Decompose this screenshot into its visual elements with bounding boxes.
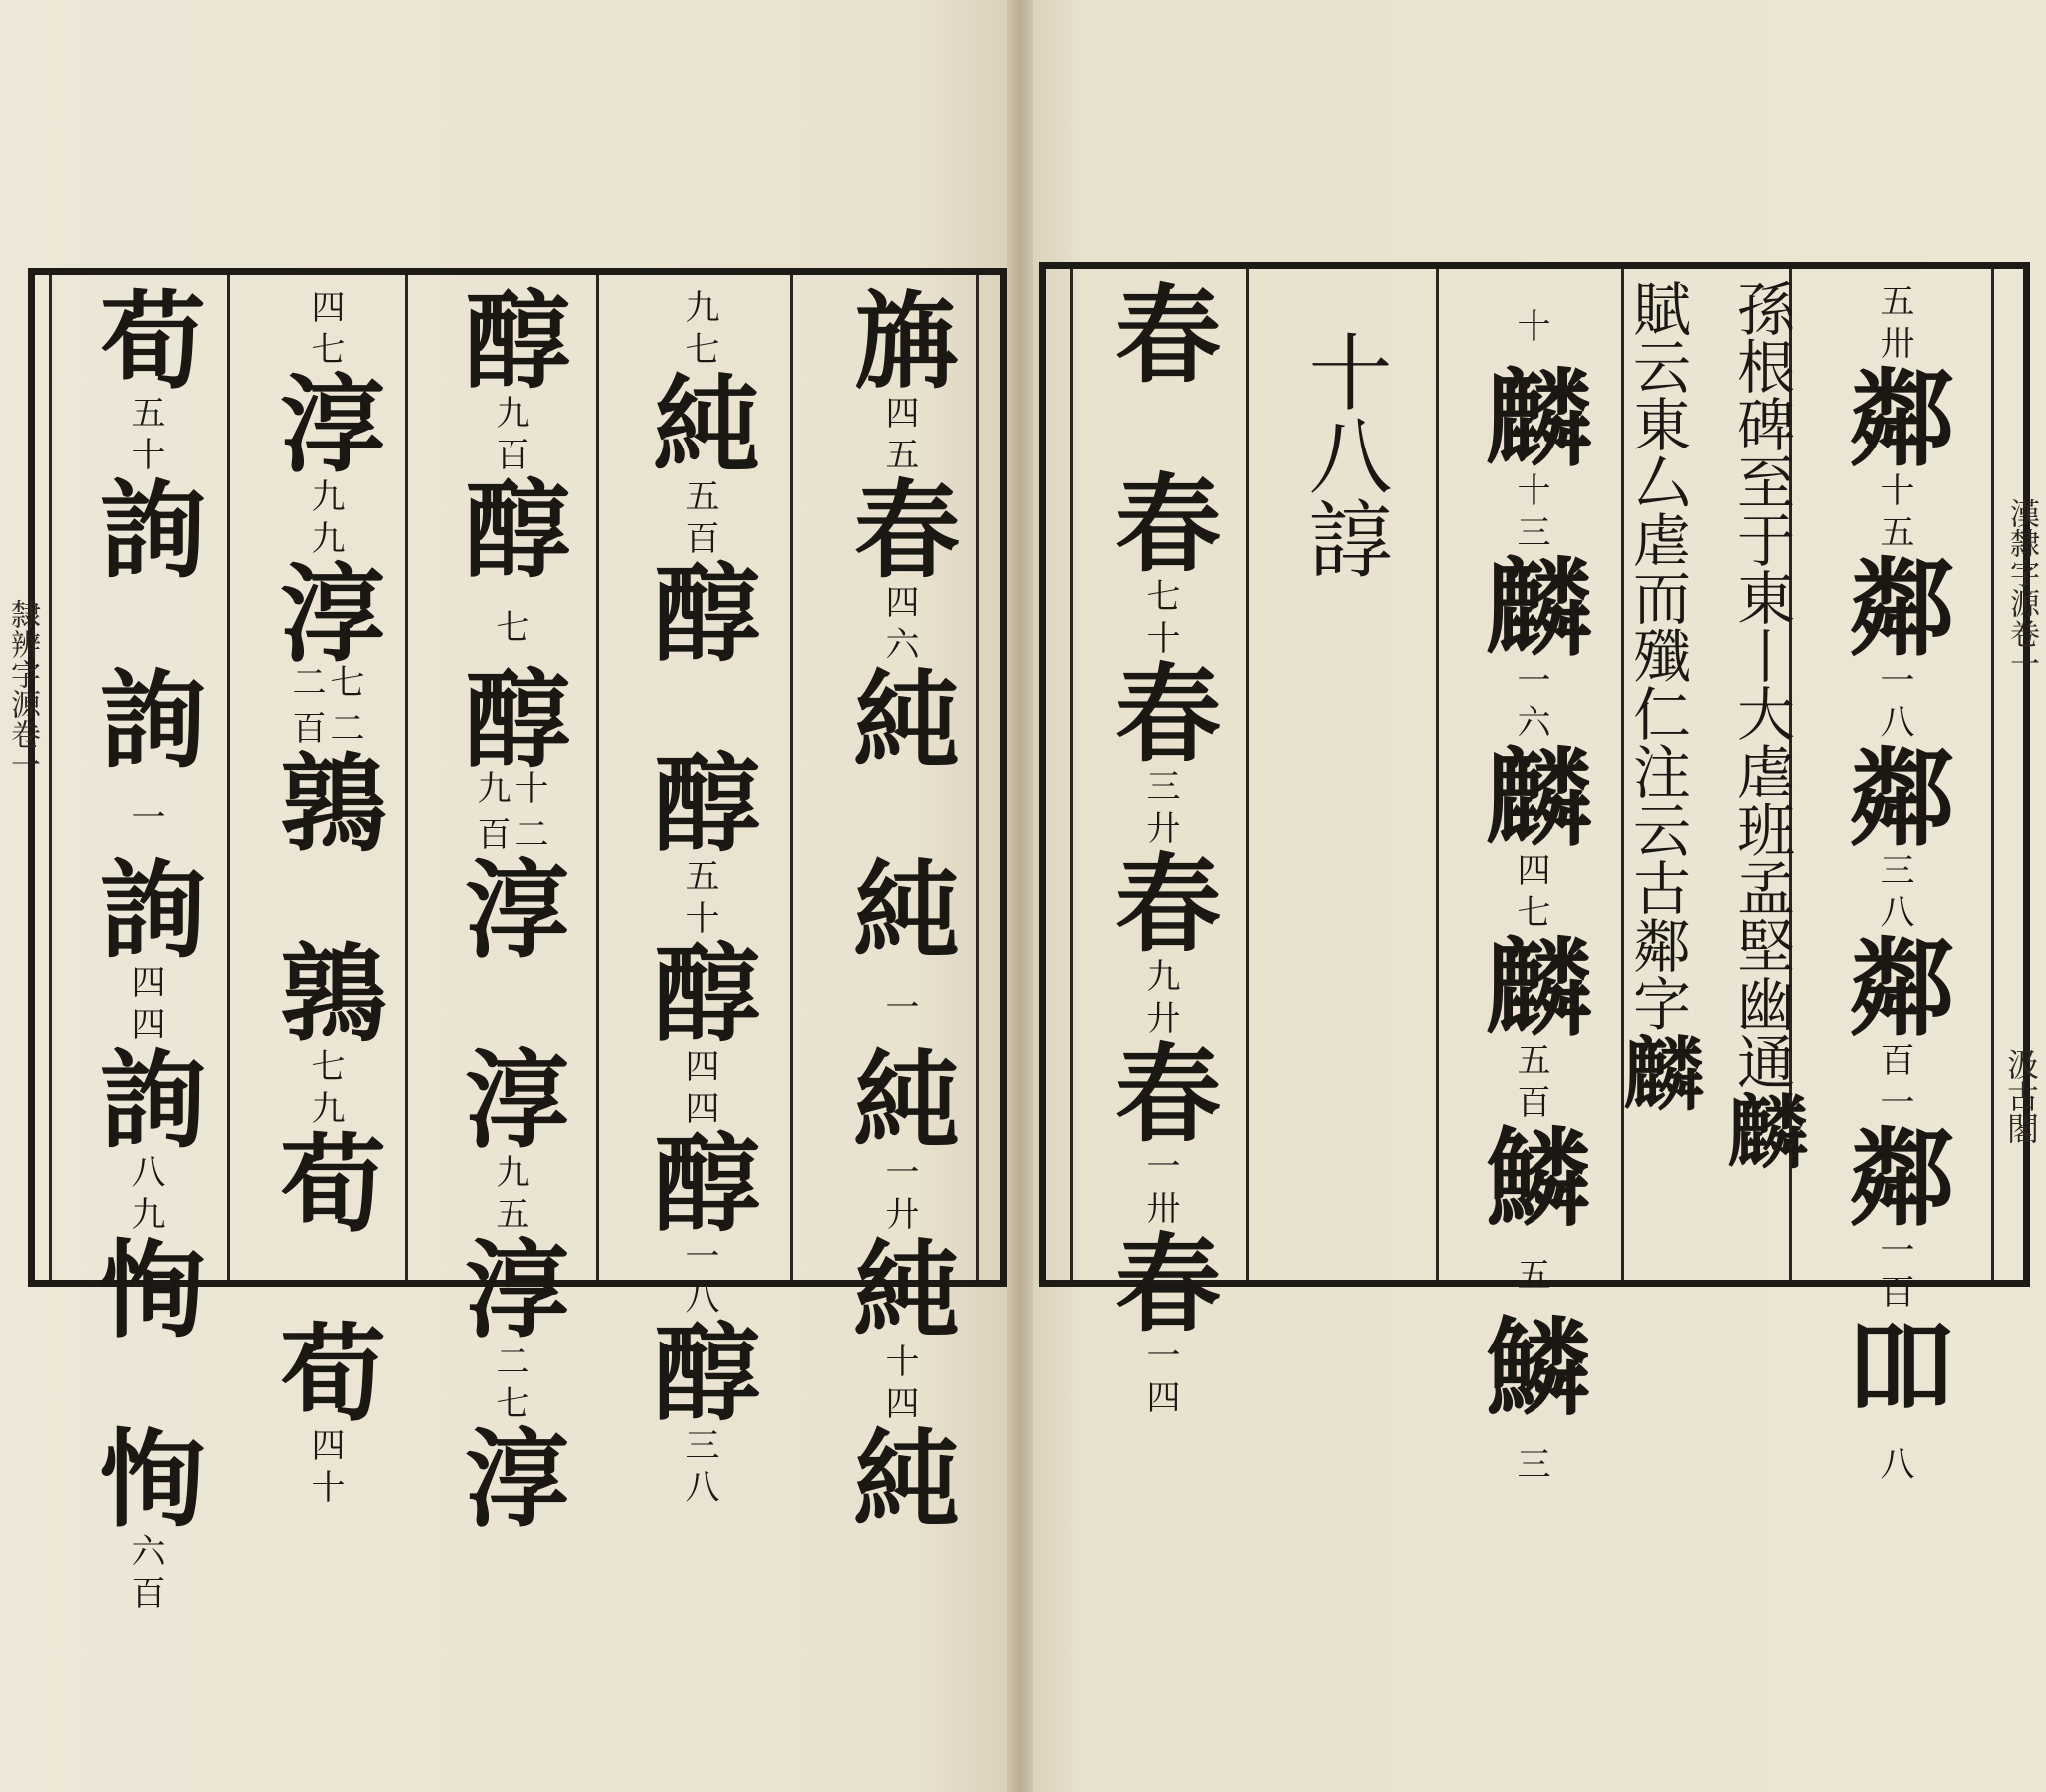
right-margin-title: 漢隸字源卷一 <box>2004 498 2039 678</box>
seal-character: 純 <box>637 369 762 474</box>
reference-number: 十 <box>879 1344 919 1377</box>
seal-character: 春 <box>1098 1228 1223 1334</box>
character-entry <box>637 1318 762 1507</box>
reference-number: 百 <box>490 437 529 470</box>
seal-character: 麟 <box>1469 932 1593 1038</box>
character-entry <box>1469 742 1593 932</box>
reference-number: 四 <box>1511 852 1550 886</box>
character-entry <box>837 664 962 854</box>
character-entry <box>1098 848 1223 1038</box>
reference-number: 一 <box>1140 1148 1180 1182</box>
column-rule <box>596 275 599 1280</box>
source-reference <box>1141 954 1179 1038</box>
reference-number: 一 <box>679 1238 719 1272</box>
reference-number: 十 <box>1874 472 1914 506</box>
seal-character: 荀 <box>263 1128 388 1234</box>
seal-character: 麟 <box>1469 742 1593 848</box>
seal-character: 詢 <box>83 1044 208 1150</box>
seal-character: 淳 <box>448 1234 572 1340</box>
reference-number: 四 <box>305 289 345 323</box>
reference-number: 八 <box>1874 894 1914 928</box>
reference-number: 三 <box>1874 852 1914 886</box>
character-entry <box>837 1044 962 1234</box>
seal-character: 純 <box>837 1423 962 1529</box>
character-entry <box>1469 552 1593 742</box>
spring-column <box>1080 279 1240 1413</box>
source-reference <box>126 960 164 1044</box>
character-entry <box>448 285 572 474</box>
reference-number: 四 <box>1140 1379 1180 1413</box>
seal-character: 荀 <box>83 285 208 391</box>
reference-number: 一 <box>1140 1338 1180 1371</box>
character-entry <box>1469 363 1593 552</box>
character-entry <box>306 285 344 369</box>
reference-number: 十 <box>125 437 165 470</box>
source-reference <box>306 285 344 369</box>
seal-character: 吅 <box>1832 1312 1957 1417</box>
seal-character: 鄰 <box>1832 1122 1957 1228</box>
seal-character: 鄰 <box>1832 742 1957 848</box>
source-reference <box>680 1423 718 1507</box>
reference-number: 五 <box>879 437 919 470</box>
reference-number: 八 <box>125 1154 165 1188</box>
seal-character: 淳 <box>263 558 388 664</box>
right-page-frame <box>1039 262 2040 1480</box>
character-entry <box>83 1234 208 1423</box>
character-entry <box>1469 932 1593 1122</box>
reference-number: 八 <box>1874 1446 1914 1480</box>
character-entry <box>1098 1038 1223 1228</box>
character-entry <box>1832 552 1957 742</box>
annotation-line-1: 孫根碑至于東丨大虐班孟堅幽通 <box>1727 279 1795 1090</box>
seal-character: 鱗 <box>1469 1122 1593 1228</box>
character-entry <box>637 1128 762 1318</box>
character-entry <box>1098 658 1223 848</box>
seal-character: 麟 <box>1469 363 1593 468</box>
reference-number: 五 <box>1874 283 1914 317</box>
seal-character: 醇 <box>637 938 762 1044</box>
seal-character: 醇 <box>637 748 762 854</box>
seal-character: 荀 <box>263 1318 388 1423</box>
seal-character: 春 <box>1098 1038 1223 1144</box>
seal-character: 鶉 <box>263 748 388 854</box>
reference-number: 廾 <box>879 1196 919 1230</box>
reference-number: 三 <box>1511 1446 1550 1480</box>
reference-number: 四 <box>879 395 919 429</box>
lin-column <box>1446 279 1615 1480</box>
source-reference <box>1512 279 1549 363</box>
section-heading: 十八諄 <box>1295 329 1393 580</box>
character-entry <box>837 1423 962 1613</box>
character-entry <box>837 474 962 664</box>
reference-number: 十 <box>1511 472 1550 506</box>
character-entry <box>1098 1228 1223 1417</box>
reference-number: 百 <box>1874 1274 1914 1308</box>
seal-character: 詢 <box>83 664 208 770</box>
reference-number: 五 <box>125 395 165 429</box>
seal-character: 鶉 <box>263 938 388 1044</box>
source-reference <box>1875 1228 1913 1312</box>
source-reference <box>472 770 547 854</box>
seal-character: 鄰 <box>1832 932 1957 1038</box>
reference-number: 六 <box>1511 704 1550 738</box>
source-reference <box>1512 658 1549 742</box>
reference-number: 廾 <box>1140 1000 1180 1034</box>
reference-number: 卅 <box>1874 325 1914 359</box>
character-entry <box>837 285 962 474</box>
source-reference <box>1875 1417 1913 1501</box>
character-entry <box>83 1044 208 1234</box>
reference-number: 五 <box>490 1196 529 1230</box>
source-reference <box>1875 468 1913 552</box>
source-reference <box>306 1044 344 1128</box>
section-heading-column <box>1256 279 1432 1270</box>
reference-number: 一 <box>879 989 919 1023</box>
reference-number: 二百 <box>286 710 364 744</box>
reference-number: 一 <box>1511 662 1550 696</box>
reference-number: 十 <box>1140 620 1180 654</box>
reference-number: 七 <box>305 1048 345 1082</box>
reference-number: 三 <box>1140 768 1180 802</box>
character-entry <box>1512 279 1549 363</box>
source-reference <box>1512 1417 1549 1501</box>
character-entry <box>1832 742 1957 932</box>
character-entry <box>680 285 718 369</box>
reference-number: 四 <box>125 1006 165 1040</box>
source-reference <box>880 391 918 474</box>
seal-character: 恂 <box>83 1423 208 1529</box>
lin2-column <box>1801 279 1987 1480</box>
source-reference <box>880 960 918 1044</box>
reference-number: 百 <box>125 1575 165 1609</box>
source-reference <box>680 474 718 558</box>
column-rule <box>1436 269 1439 1280</box>
reference-number: 五 <box>679 858 719 892</box>
character-entry <box>637 558 762 748</box>
entry-column <box>614 285 784 1503</box>
source-reference <box>1141 1144 1179 1228</box>
right-margin-footer: 汲古閣 <box>2002 1048 2040 1144</box>
source-reference <box>880 580 918 664</box>
reference-number: 四 <box>879 1385 919 1419</box>
entry-column <box>245 285 405 1503</box>
character-entry <box>637 938 762 1128</box>
source-reference <box>126 1150 164 1234</box>
source-reference <box>1141 1334 1179 1417</box>
source-reference <box>680 1044 718 1128</box>
column-rule <box>1246 269 1249 1280</box>
reference-number: 二 <box>490 1344 529 1377</box>
seal-character: 春 <box>1098 279 1223 385</box>
reference-number: 百 <box>1874 1042 1914 1076</box>
reference-number: 六 <box>125 1533 165 1567</box>
reference-number: 四 <box>879 584 919 618</box>
reference-number: 十 <box>305 1469 345 1503</box>
left-margin-title: 隸辨字源卷一 <box>5 599 40 779</box>
reference-number: 八 <box>679 1280 719 1314</box>
reference-number: 十 <box>1511 308 1550 342</box>
source-reference <box>1875 1038 1913 1122</box>
entry-column <box>824 285 974 1529</box>
seal-character: 詢 <box>83 854 208 960</box>
character-entry <box>263 558 388 748</box>
character-entry <box>1098 468 1223 658</box>
reference-number: 八 <box>679 1469 719 1503</box>
seal-character: 鄰 <box>1832 363 1957 468</box>
column-rule <box>227 275 230 1280</box>
seal-character: 春 <box>1098 658 1223 764</box>
reference-number: 五 <box>1511 1257 1550 1291</box>
reference-number: 七 <box>305 331 345 365</box>
entry-column <box>65 285 225 1609</box>
reference-number: 六 <box>879 626 919 660</box>
character-entry <box>837 854 962 1044</box>
character-entry <box>1875 279 1913 363</box>
character-entry <box>263 748 388 938</box>
reference-number: 一 <box>879 1154 919 1188</box>
reference-number: 九 <box>490 395 529 429</box>
reference-number: 七 <box>1140 578 1180 612</box>
source-reference <box>1512 1038 1549 1122</box>
reference-number: 一 <box>1874 1084 1914 1118</box>
reference-number: 九 <box>305 478 345 512</box>
source-reference <box>1875 848 1913 932</box>
reference-number: 五 <box>679 478 719 512</box>
reference-number: 三 <box>679 1427 719 1461</box>
seal-character: 鄰 <box>1832 552 1957 658</box>
reference-number: 三 <box>1511 514 1550 548</box>
source-reference <box>491 1340 528 1423</box>
source-reference <box>1875 658 1913 742</box>
character-entry <box>448 664 572 854</box>
character-entry <box>1469 1312 1593 1501</box>
seal-character: 醇 <box>448 285 572 391</box>
character-entry <box>263 1318 388 1507</box>
seal-character: 純 <box>837 1044 962 1150</box>
seal-character: 醇 <box>448 664 572 770</box>
character-entry <box>1832 1312 1957 1501</box>
source-reference <box>126 770 164 854</box>
source-reference <box>1512 1228 1549 1312</box>
reference-number: 五 <box>1874 514 1914 548</box>
source-reference <box>306 474 344 558</box>
entry-column <box>425 285 594 1529</box>
annotation-char-2: 麟 <box>1610 1032 1704 1112</box>
column-rule <box>405 275 408 1280</box>
character-entry <box>448 1044 572 1234</box>
character-entry <box>637 748 762 938</box>
seal-character: 淳 <box>448 1423 572 1529</box>
reference-number: 十九 <box>471 770 548 804</box>
source-reference <box>126 391 164 474</box>
source-reference <box>1141 574 1179 658</box>
annotation-column <box>1610 279 1808 1270</box>
reference-number: 四 <box>305 1427 345 1461</box>
source-reference <box>1875 279 1913 363</box>
seal-character: 鱗 <box>1469 1312 1593 1417</box>
reference-number: 百 <box>679 520 719 554</box>
reference-number: 四 <box>125 964 165 998</box>
seal-character: 麟 <box>1469 552 1593 658</box>
character-entry <box>83 854 208 1044</box>
character-entry <box>448 854 572 1044</box>
source-reference <box>491 1150 528 1234</box>
character-entry <box>448 1234 572 1423</box>
seal-character: 春 <box>1098 848 1223 954</box>
reference-number: 七 <box>490 1385 529 1419</box>
seal-character: 純 <box>837 664 962 770</box>
reference-number: 七 <box>490 609 529 643</box>
source-reference <box>126 1529 164 1613</box>
seal-character: 淳 <box>448 854 572 960</box>
reference-number: 百 <box>1511 1084 1550 1118</box>
column-rule <box>976 275 979 1280</box>
source-reference <box>306 1423 344 1507</box>
reference-number: 九 <box>1140 958 1180 992</box>
reference-number: 一 <box>1874 662 1914 696</box>
reference-number: 一 <box>1874 1232 1914 1266</box>
column-rule <box>49 275 52 1280</box>
left-page-frame <box>28 268 1007 1609</box>
reference-number: 八 <box>1874 704 1914 738</box>
source-reference <box>1512 468 1549 552</box>
seal-character: 醇 <box>637 1128 762 1234</box>
source-reference <box>680 1234 718 1318</box>
reference-number: 四 <box>679 1090 719 1124</box>
reference-number: 卅 <box>1140 1190 1180 1224</box>
reference-number: 七 <box>679 331 719 365</box>
seal-character: 醇 <box>448 474 572 580</box>
source-reference <box>287 664 363 748</box>
reference-number: 九 <box>490 1154 529 1188</box>
seal-character: 醇 <box>637 558 762 664</box>
character-entry <box>1832 363 1957 552</box>
seal-character: 淳 <box>448 1044 572 1150</box>
character-entry <box>83 1423 208 1613</box>
seal-character: 純 <box>837 1234 962 1340</box>
reference-number: 九 <box>305 520 345 554</box>
seal-character: 純 <box>837 854 962 960</box>
seal-character: 淳 <box>263 369 388 474</box>
character-entry <box>448 1423 572 1613</box>
column-rule <box>1070 269 1073 1280</box>
seal-character: 春 <box>837 474 962 580</box>
reference-number: 廾 <box>1140 810 1180 844</box>
character-entry <box>83 285 208 474</box>
reference-number: 一 <box>125 799 165 833</box>
source-reference <box>491 391 528 474</box>
character-entry <box>263 369 388 558</box>
source-reference <box>680 854 718 938</box>
book-gutter <box>1007 0 1033 1792</box>
source-reference <box>1512 848 1549 932</box>
character-entry <box>83 474 208 664</box>
source-reference <box>1141 764 1179 848</box>
reference-number: 十 <box>679 900 719 934</box>
character-entry <box>1098 279 1223 468</box>
character-entry <box>1832 1122 1957 1312</box>
character-entry <box>83 664 208 854</box>
reference-number: 九 <box>125 1196 165 1230</box>
source-reference <box>680 285 718 369</box>
seal-character: 詢 <box>83 474 208 580</box>
column-rule <box>790 275 793 1280</box>
reference-number: 九 <box>305 1090 345 1124</box>
source-reference <box>491 580 528 664</box>
source-reference <box>880 1340 918 1423</box>
reference-number: 九 <box>679 289 719 323</box>
character-entry <box>263 938 388 1128</box>
reference-number: 七二 <box>286 664 364 698</box>
reference-number: 二百 <box>471 816 548 850</box>
reference-number: 五 <box>1511 1042 1550 1076</box>
character-entry <box>1469 1122 1593 1312</box>
seal-character: 恂 <box>83 1234 208 1340</box>
seal-character: 㫋 <box>837 285 962 391</box>
character-entry <box>263 1128 388 1318</box>
annotation-line-2: 賦云東厶虐而殲仁注云古鄰字 <box>1623 279 1691 1032</box>
seal-character: 春 <box>1098 468 1223 574</box>
source-reference <box>880 1150 918 1234</box>
column-rule <box>1991 269 1994 1280</box>
character-entry <box>837 1234 962 1423</box>
character-entry <box>1832 932 1957 1122</box>
character-entry <box>637 369 762 558</box>
reference-number: 四 <box>679 1048 719 1082</box>
character-entry <box>448 474 572 664</box>
seal-character: 醇 <box>637 1318 762 1423</box>
reference-number: 七 <box>1511 894 1550 928</box>
annotation-char-1: 麟 <box>1714 1090 1808 1170</box>
